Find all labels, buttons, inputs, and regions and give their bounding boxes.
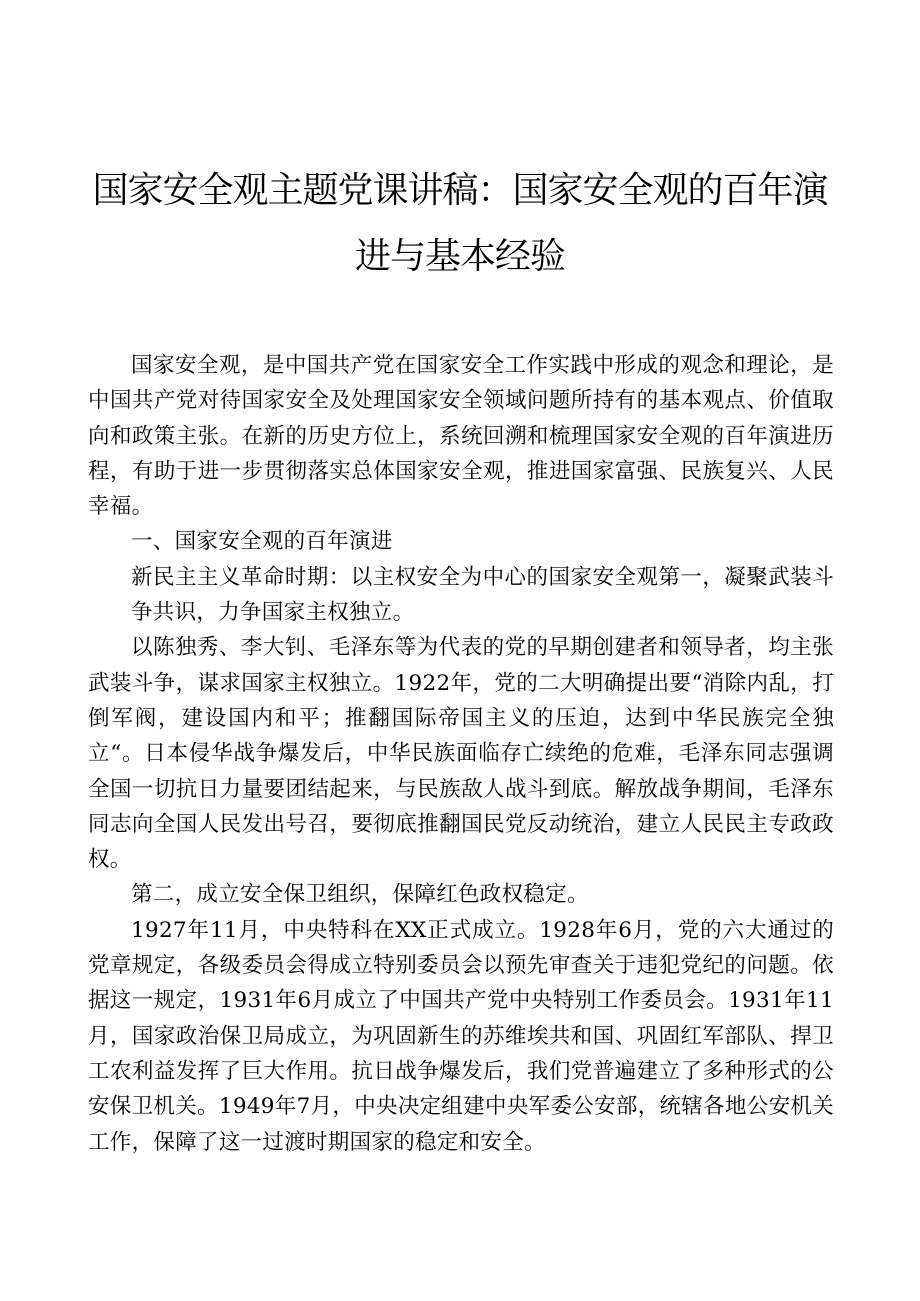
subsection-heading-period: 新民主主义革命时期：以主权安全为中心的国家安全观第一，凝聚武装斗争共识，力争国家主权独立。 [131,564,834,626]
subsection-heading-security-org: 第二，成立安全保卫组织，保障红色政权稳定。 [131,882,589,908]
body-paragraph-armed-struggle: 以陈独秀、李大钊、毛泽东等为代表的党的早期创建者和领导者，均主张武装斗争，谋求国家主权独立。1922年，党的二大明确提出要“消除内乱，打倒军阀，建设国内和平；推翻国际帝国主义的压迫，达到中华民族完全独立“。日本侵华战争爆发后，中华民族面临存亡续绝的危难，毛泽东同志强调全国一切抗日力量要团结起来，与民族敌人战斗到底。解放战争期间，毛泽东同志向全国人民发出号召，要彻底推翻国民党反动统治，建立人民民主专政政权。 [88,635,834,873]
document-body [88,348,834,1160]
document-title [88,158,832,290]
body-paragraph-security-org: 1927年11月，中央特科在XX正式成立。1928年6月，党的六大通过的党章规定，各级委员会得成立特别委员会以预先审查关于违犯党纪的问题。依据这一规定，1931年6月成立了中国共产党中央特别工作委员会。1931年11月，国家政治保卫局成立，为巩固新生的苏维埃共和国、巩固红军部队、捍卫工农利益发挥了巨大作用。抗日战争爆发后，我们党普遍建立了多种形式的公安保卫机关。1949年7月，中央决定组建中央军委公安部，统辖各地公安机关工作，保障了这一过渡时期国家的稳定和安全。 [88,917,834,1155]
title-line-2: 进与基本经验 [354,236,565,277]
section-heading-1: 一、国家安全观的百年演进 [131,529,393,555]
intro-paragraph: 国家安全观，是中国共产党在国家安全工作实践中形成的观念和理论，是中国共产党对待国家安全及处理国家安全领域问题所持有的基本观点、价值取向和政策主张。在新的历史方位上，系统回溯和梳理国家安全观的百年演进历程，有助于进一步贯彻落实总体国家安全观，推进国家富强、民族复兴、人民幸福。 [88,353,834,520]
title-line-1: 国家安全观主题党课讲稿：国家安全观的百年演 [92,170,828,211]
